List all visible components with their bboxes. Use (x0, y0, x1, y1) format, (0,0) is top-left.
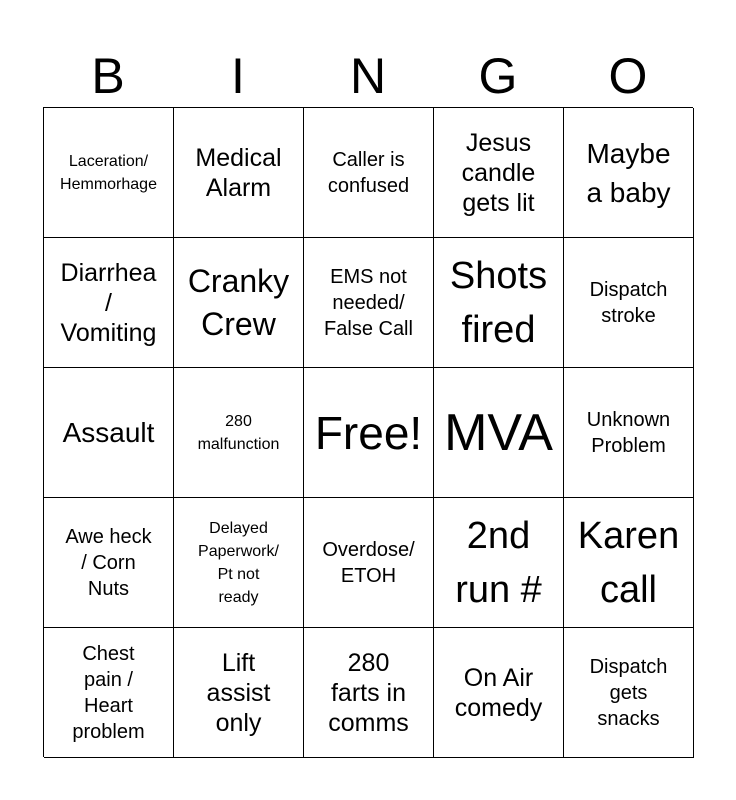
bingo-header (43, 44, 693, 108)
bingo-cell-r2-c1[interactable]: Diarrhea / Vomiting (44, 238, 174, 368)
header-letter-i: I (231, 48, 245, 104)
bingo-cell-r4-c4[interactable]: 2nd run # (434, 498, 564, 628)
bingo-cell-r2-c2[interactable]: Cranky Crew (174, 238, 304, 368)
bingo-cell-r3-c1[interactable]: Assault (44, 368, 174, 498)
bingo-cell-r3-c5[interactable]: Unknown Problem (564, 368, 694, 498)
bingo-cell-r2-c4[interactable]: Shots fired (434, 238, 564, 368)
bingo-cell-r1-c1[interactable]: Laceration/ Hemmorhage (44, 108, 174, 238)
bingo-cell-r5-c4[interactable]: On Air comedy (434, 628, 564, 758)
bingo-cell-r1-c3[interactable]: Caller is confused (304, 108, 434, 238)
header-letter-n: N (349, 48, 387, 104)
bingo-cell-r5-c1[interactable]: Chest pain / Heart problem (44, 628, 174, 758)
header-letter-b: B (91, 48, 125, 104)
header-letter-g: G (478, 48, 518, 104)
bingo-cell-r1-c2[interactable]: Medical Alarm (174, 108, 304, 238)
bingo-cell-r2-c3[interactable]: EMS not needed/ False Call (304, 238, 434, 368)
bingo-cell-r4-c3[interactable]: Overdose/ ETOH (304, 498, 434, 628)
bingo-cell-r3-c4[interactable]: MVA (434, 368, 564, 498)
bingo-cell-r5-c2[interactable]: Lift assist only (174, 628, 304, 758)
bingo-cell-r4-c2[interactable]: Delayed Paperwork/ Pt not ready (174, 498, 304, 628)
bingo-cell-r1-c4[interactable]: Jesus candle gets lit (434, 108, 564, 238)
header-letter-o: O (608, 48, 648, 104)
bingo-cell-r5-c3[interactable]: 280 farts in comms (304, 628, 434, 758)
bingo-cell-r2-c5[interactable]: Dispatch stroke (564, 238, 694, 368)
bingo-board (43, 107, 693, 757)
bingo-cell-r1-c5[interactable]: Maybe a baby (564, 108, 694, 238)
bingo-cell-r4-c1[interactable]: Awe heck / Corn Nuts (44, 498, 174, 628)
bingo-cell-r5-c5[interactable]: Dispatch gets snacks (564, 628, 694, 758)
bingo-cell-r3-c2[interactable]: 280 malfunction (174, 368, 304, 498)
bingo-cell-r3-c3[interactable]: Free! (304, 368, 434, 498)
bingo-cell-r4-c5[interactable]: Karen call (564, 498, 694, 628)
